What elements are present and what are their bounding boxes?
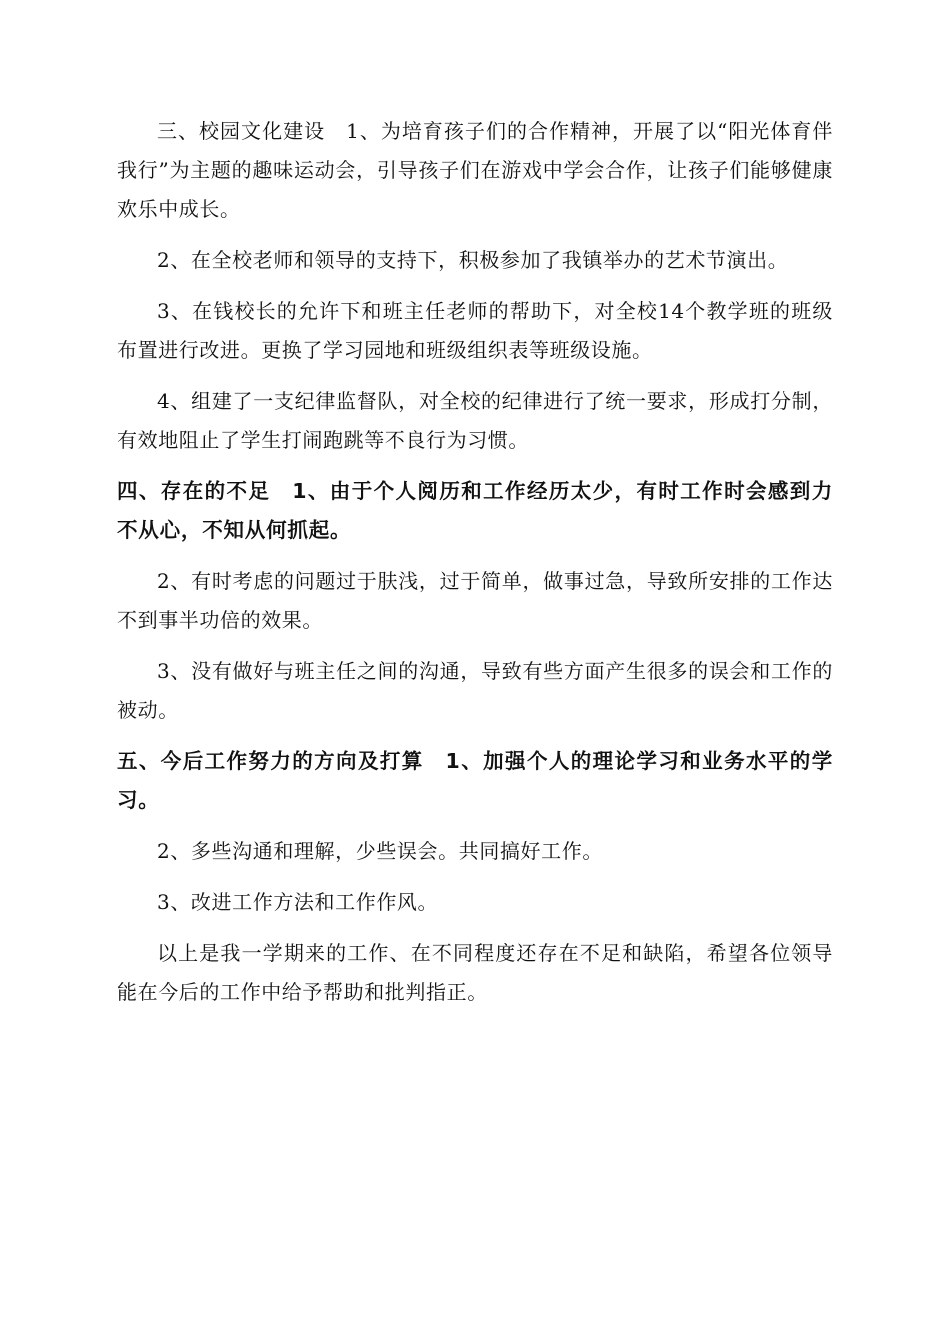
paragraph-art-festival: 2、在全校老师和领导的支持下，积极参加了我镇举办的艺术节演出。 — [157, 248, 789, 272]
paragraph-shallow-thinking: 2、有时考虑的问题过于肤浅，过于简单，做事过急，导致所安排的工作达不到事半功倍的效果。 — [117, 569, 833, 632]
paragraph-class-layout: 3、在钱校长的允许下和班主任老师的帮助下，对全校14个教学班的班级布置进行改进。更换了学习园地和班级组织表等班级设施。 — [117, 299, 833, 362]
paragraph-discipline-team: 4、组建了一支纪律监督队，对全校的纪律进行了统一要求，形成打分制，有效地阻止了学生打闹跑跳等不良行为习惯。 — [117, 389, 833, 452]
paragraph-understanding: 2、多些沟通和理解，少些误会。共同搞好工作。 — [157, 839, 603, 863]
document-body — [117, 112, 833, 1024]
paragraph-work-methods: 3、改进工作方法和工作作风。 — [157, 890, 439, 914]
paragraph-conclusion: 以上是我一学期来的工作、在不同程度还存在不足和缺陷，希望各位领导能在今后的工作中给予帮助和批判指正。 — [117, 941, 833, 1004]
section-heading-shortcomings: 四、存在的不足 1、由于个人阅历和工作经历太少，有时工作时会感到力不从心，不知从何抓起。 — [117, 479, 833, 542]
paragraph-campus-culture: 三、校园文化建设 1、为培育孩子们的合作精神，开展了以“阳光体育伴我行”为主题的趣味运动会，引导孩子们在游戏中学会合作，让孩子们能够健康欢乐中成长。 — [117, 119, 833, 221]
paragraph-communication: 3、没有做好与班主任之间的沟通，导致有些方面产生很多的误会和工作的被动。 — [117, 659, 833, 722]
section-heading-future-plans: 五、今后工作努力的方向及打算 1、加强个人的理论学习和业务水平的学习。 — [117, 749, 833, 812]
